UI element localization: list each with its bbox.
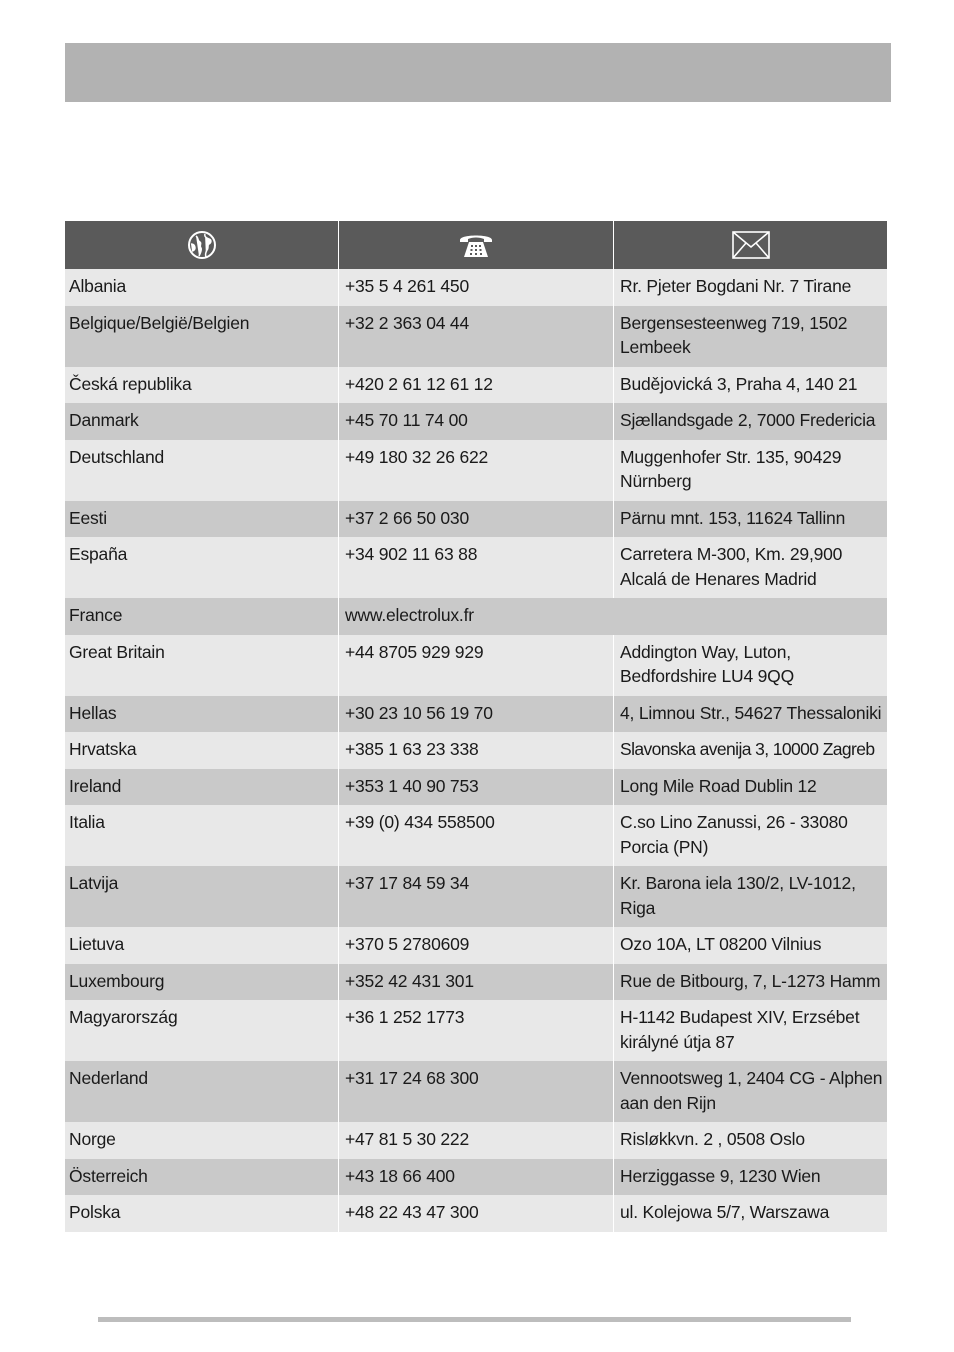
phone-cell: +385 1 63 23 338 bbox=[339, 732, 613, 769]
table-row bbox=[65, 537, 887, 598]
country-cell: Magyarország bbox=[65, 1000, 338, 1061]
phone-cell: +31 17 24 68 300 bbox=[339, 1061, 613, 1122]
phone-cell: +352 42 431 301 bbox=[339, 964, 613, 1001]
country-cell: France bbox=[65, 598, 338, 635]
phone-cell: +39 (0) 434 558500 bbox=[339, 805, 613, 866]
footer-rule bbox=[98, 1317, 851, 1322]
address-cell: Muggenhofer Str. 135, 90429 Nürnberg bbox=[614, 440, 887, 501]
phone-cell: +45 70 11 74 00 bbox=[339, 403, 613, 440]
table-row bbox=[65, 598, 887, 635]
country-cell: Deutschland bbox=[65, 440, 338, 501]
address-cell: Risløkkvn. 2 , 0508 Oslo bbox=[614, 1122, 887, 1159]
address-cell: C.so Lino Zanussi, 26 - 33080 Porcia (PN) bbox=[614, 805, 887, 866]
website-cell[interactable]: www.electrolux.fr bbox=[339, 598, 613, 635]
table-header bbox=[65, 221, 887, 269]
table-row bbox=[65, 367, 887, 404]
contact-table bbox=[65, 221, 887, 1232]
header-phone bbox=[339, 221, 613, 269]
address-cell: 4, Limnou Str., 54627 Thessaloniki bbox=[614, 696, 887, 733]
phone-cell: +30 23 10 56 19 70 bbox=[339, 696, 613, 733]
table-row bbox=[65, 1195, 887, 1232]
country-cell: Danmark bbox=[65, 403, 338, 440]
phone-cell: +32 2 363 04 44 bbox=[339, 306, 613, 367]
country-cell: España bbox=[65, 537, 338, 598]
table-body bbox=[65, 269, 887, 1232]
table-row bbox=[65, 696, 887, 733]
country-cell: Hrvatska bbox=[65, 732, 338, 769]
telephone-icon bbox=[457, 230, 495, 260]
table-row bbox=[65, 635, 887, 696]
country-cell: Italia bbox=[65, 805, 338, 866]
country-cell: Belgique/België/Belgien bbox=[65, 306, 338, 367]
country-cell: Eesti bbox=[65, 501, 338, 538]
table-row bbox=[65, 805, 887, 866]
country-cell: Österreich bbox=[65, 1159, 338, 1196]
address-cell: Rue de Bitbourg, 7, L-1273 Hamm bbox=[614, 964, 887, 1001]
country-cell: Polska bbox=[65, 1195, 338, 1232]
address-cell: Herziggasse 9, 1230 Wien bbox=[614, 1159, 887, 1196]
address-cell: Carretera M-300, Km. 29,900 Alcalá de Henares Madrid bbox=[614, 537, 887, 598]
phone-cell: +36 1 252 1773 bbox=[339, 1000, 613, 1061]
address-cell: Long Mile Road Dublin 12 bbox=[614, 769, 887, 806]
table-row bbox=[65, 1122, 887, 1159]
table-row bbox=[65, 1061, 887, 1122]
table-row bbox=[65, 866, 887, 927]
table-row bbox=[65, 732, 887, 769]
address-cell: Budějovická 3, Praha 4, 140 21 bbox=[614, 367, 887, 404]
phone-cell: +43 18 66 400 bbox=[339, 1159, 613, 1196]
country-cell: Norge bbox=[65, 1122, 338, 1159]
table-row bbox=[65, 501, 887, 538]
phone-cell: +47 81 5 30 222 bbox=[339, 1122, 613, 1159]
table-row bbox=[65, 440, 887, 501]
table-row bbox=[65, 1159, 887, 1196]
country-cell: Great Britain bbox=[65, 635, 338, 696]
country-cell: Lietuva bbox=[65, 927, 338, 964]
table-row bbox=[65, 306, 887, 367]
table-row bbox=[65, 927, 887, 964]
country-cell: Ireland bbox=[65, 769, 338, 806]
header-address bbox=[614, 221, 887, 269]
address-cell: Ozo 10A, LT 08200 Vilnius bbox=[614, 927, 887, 964]
address-cell: H-1142 Budapest XIV, Erzsébet királyné útja 87 bbox=[614, 1000, 887, 1061]
country-cell: Česká republika bbox=[65, 367, 338, 404]
address-cell: Rr. Pjeter Bogdani Nr. 7 Tirane bbox=[614, 269, 887, 306]
header-band bbox=[65, 43, 891, 102]
address-cell: Bergensesteenweg 719, 1502 Lembeek bbox=[614, 306, 887, 367]
phone-cell: +37 2 66 50 030 bbox=[339, 501, 613, 538]
phone-cell: +370 5 2780609 bbox=[339, 927, 613, 964]
phone-cell: +48 22 43 47 300 bbox=[339, 1195, 613, 1232]
address-cell: Addington Way, Luton, Bedfordshire LU4 9QQ bbox=[614, 635, 887, 696]
phone-cell: +37 17 84 59 34 bbox=[339, 866, 613, 927]
address-cell: Slavonska avenija 3, 10000 Zagreb bbox=[614, 732, 887, 769]
phone-cell: +34 902 11 63 88 bbox=[339, 537, 613, 598]
country-cell: Hellas bbox=[65, 696, 338, 733]
address-cell bbox=[614, 598, 887, 635]
country-cell: Latvija bbox=[65, 866, 338, 927]
table-row bbox=[65, 269, 887, 306]
country-cell: Albania bbox=[65, 269, 338, 306]
phone-cell: +49 180 32 26 622 bbox=[339, 440, 613, 501]
globe-icon bbox=[187, 230, 217, 260]
table-row bbox=[65, 964, 887, 1001]
header-country bbox=[65, 221, 338, 269]
address-cell: ul. Kolejowa 5/7, Warszawa bbox=[614, 1195, 887, 1232]
address-cell: Sjællandsgade 2, 7000 Fredericia bbox=[614, 403, 887, 440]
country-cell: Nederland bbox=[65, 1061, 338, 1122]
phone-cell: +353 1 40 90 753 bbox=[339, 769, 613, 806]
phone-cell: +44 8705 929 929 bbox=[339, 635, 613, 696]
country-cell: Luxembourg bbox=[65, 964, 338, 1001]
phone-cell: +420 2 61 12 61 12 bbox=[339, 367, 613, 404]
envelope-icon bbox=[731, 230, 771, 260]
address-cell: Kr. Barona iela 130/2, LV-1012, Riga bbox=[614, 866, 887, 927]
phone-cell: +35 5 4 261 450 bbox=[339, 269, 613, 306]
address-cell: Pärnu mnt. 153, 11624 Tallinn bbox=[614, 501, 887, 538]
table-row bbox=[65, 1000, 887, 1061]
address-cell: Vennootsweg 1, 2404 CG - Alphen aan den Rijn bbox=[614, 1061, 887, 1122]
table-row bbox=[65, 403, 887, 440]
table-row bbox=[65, 769, 887, 806]
